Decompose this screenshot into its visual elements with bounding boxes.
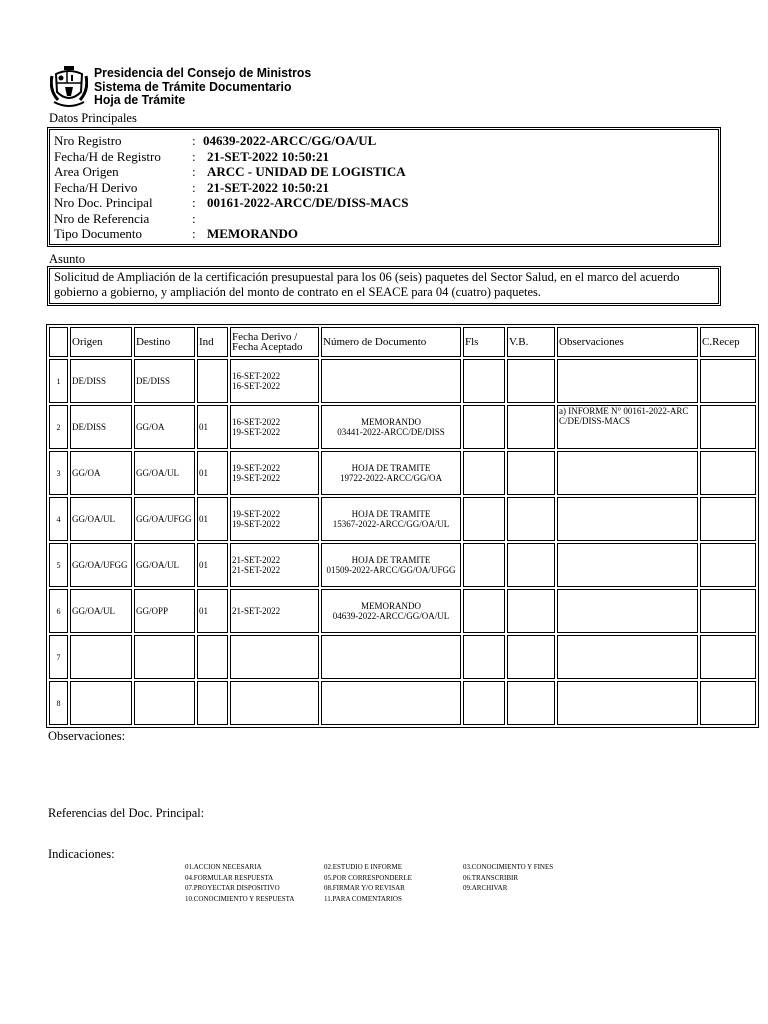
- cell-origen: [70, 405, 132, 449]
- header-crecep: C.Recep: [700, 327, 756, 357]
- cell-vb: [507, 681, 555, 725]
- table-row: [49, 359, 756, 403]
- cell-vb: [507, 543, 555, 587]
- cell-documento: [321, 589, 461, 633]
- indicacion-item: 02.ESTUDIO E INFORME: [324, 863, 402, 871]
- fecha-derivo-value: 16-SET-2022: [232, 371, 281, 381]
- indicacion-item: 01.ACCION NECESARIA: [185, 863, 262, 871]
- cell-destino: [134, 497, 195, 541]
- table-row: [49, 451, 756, 495]
- header-num: [49, 327, 68, 357]
- origen-value: GG/OA/UL: [72, 606, 115, 616]
- org-line-2: Sistema de Trámite Documentario: [94, 79, 292, 94]
- cell-observaciones: [557, 359, 698, 403]
- header-fecha-line1: Fecha Derivo /: [232, 331, 298, 343]
- dp-value: ARCC - UNIDAD DE LOGISTICA: [207, 164, 406, 179]
- header-origen: Origen: [70, 327, 132, 357]
- cell-fecha: [230, 405, 319, 449]
- destino-value: GG/OPP: [136, 606, 169, 616]
- header-destino: Destino: [134, 327, 195, 357]
- cell-fls: [463, 451, 505, 495]
- doc-type-value: MEMORANDO: [360, 601, 421, 611]
- doc-type-value: MEMORANDO: [360, 417, 421, 427]
- indicacion-item: 03.CONOCIMIENTO Y FINES: [463, 863, 554, 871]
- fecha-derivo-value: 16-SET-2022: [232, 417, 281, 427]
- cell-destino: [134, 589, 195, 633]
- dp-label: Nro Doc. Principal: [54, 195, 153, 210]
- cell-vb: [507, 589, 555, 633]
- dp-label: Tipo Documento: [54, 226, 142, 241]
- cell-num: [49, 405, 68, 449]
- cell-fls: [463, 359, 505, 403]
- fecha-aceptado-value: 16-SET-2022: [232, 381, 281, 391]
- dp-colon: :: [192, 210, 196, 226]
- cell-documento: [321, 497, 461, 541]
- peru-coat-of-arms-icon: [50, 66, 88, 108]
- cell-num: [49, 359, 68, 403]
- row-number: 7: [56, 652, 61, 662]
- cell-origen: [70, 635, 132, 679]
- cell-crecep: [700, 589, 756, 633]
- cell-ind: [197, 359, 228, 403]
- origen-value: GG/OA/UL: [72, 514, 115, 524]
- row-number: 6: [56, 606, 61, 616]
- doc-number-value: 04639-2022-ARCC/GG/OA/UL: [332, 611, 450, 621]
- asunto-box: [47, 266, 721, 306]
- cell-destino: [134, 451, 195, 495]
- cell-observaciones: [557, 589, 698, 633]
- indicaciones-label: Indicaciones:: [48, 847, 115, 861]
- ind-value: 01: [199, 560, 208, 570]
- cell-vb: [507, 451, 555, 495]
- indicacion-item: 04.FORMULAR RESPUESTA: [185, 873, 274, 882]
- cell-origen: [70, 543, 132, 587]
- fecha-derivo-value: 19-SET-2022: [232, 463, 281, 473]
- cell-ind: [197, 635, 228, 679]
- table-row: [49, 635, 756, 679]
- asunto-title: Asunto: [49, 252, 86, 266]
- cell-fecha: [230, 543, 319, 587]
- dp-value: 21-SET-2022 10:50:21: [207, 179, 329, 195]
- fecha-derivo-value: 19-SET-2022: [232, 509, 281, 519]
- cell-destino: [134, 543, 195, 587]
- dp-value: 04639-2022-ARCC/GG/OA/UL: [203, 133, 377, 148]
- cell-observaciones: [557, 497, 698, 541]
- cell-vb: [507, 359, 555, 403]
- cell-crecep: [700, 359, 756, 403]
- header-fls: Fls: [463, 327, 505, 357]
- observaciones-label: Observaciones:: [48, 729, 126, 743]
- observacion-value: a) INFORME N° 00161-2022-ARCC/DE/DISS-MACS: [559, 406, 689, 426]
- origen-value: GG/OA: [72, 468, 101, 478]
- cell-fls: [463, 589, 505, 633]
- cell-destino: [134, 681, 195, 725]
- cell-ind: [197, 589, 228, 633]
- cell-crecep: [700, 497, 756, 541]
- origen-value: DE/DISS: [72, 422, 107, 432]
- cell-documento: [321, 405, 461, 449]
- cell-fecha: [230, 359, 319, 403]
- cell-destino: [134, 635, 195, 679]
- cell-ind: [197, 681, 228, 725]
- destino-value: GG/OA: [136, 422, 165, 432]
- cell-num: [49, 589, 68, 633]
- org-line-3: Hoja de Trámite: [94, 93, 186, 107]
- dp-value: 00161-2022-ARCC/DE/DISS-MACS: [207, 195, 409, 210]
- row-number: 4: [56, 514, 61, 524]
- cell-crecep: [700, 543, 756, 587]
- doc-number-value: 19722-2022-ARCC/GG/OA: [339, 473, 442, 483]
- cell-fls: [463, 635, 505, 679]
- indicacion-item: 07.PROYECTAR DISPOSITIVO: [185, 884, 280, 893]
- referencias-label: Referencias del Doc. Principal:: [48, 806, 205, 820]
- cell-vb: [507, 405, 555, 449]
- datos-principales-box: [47, 127, 721, 247]
- row-number: 3: [56, 468, 61, 478]
- fecha-aceptado-value: 21-SET-2022: [232, 565, 281, 575]
- cell-origen: [70, 589, 132, 633]
- doc-number-value: 03441-2022-ARCC/DE/DISS: [337, 427, 445, 437]
- header-ind: Ind: [197, 327, 228, 357]
- doc-number-value: 01509-2022-ARCC/GG/OA/UFGG: [326, 565, 456, 575]
- cell-fls: [463, 405, 505, 449]
- header-fecha-line2: Fecha Aceptado: [232, 341, 303, 353]
- row-number: 5: [56, 560, 61, 570]
- cell-observaciones: [557, 681, 698, 725]
- indicacion-item: 11.PARA COMENTARIOS: [324, 895, 402, 904]
- cell-observaciones: [557, 543, 698, 587]
- cell-origen: [70, 359, 132, 403]
- cell-origen: [70, 451, 132, 495]
- cell-num: [49, 497, 68, 541]
- datos-principales-title: Datos Principales: [49, 111, 137, 125]
- fecha-derivo-value: 21-SET-2022: [232, 555, 281, 565]
- table-body: [49, 359, 756, 725]
- asunto-text: Solicitud de Ampliación de la certificación presupuestal para los 06 (seis) paquetes del Sector Salud, en el marco del acuerdo gobierno a gobierno, y ampliación del monto de contrato en el SEACE para 04 (cuatro) paquetes.: [54, 270, 680, 299]
- dp-colon: :: [192, 164, 196, 179]
- doc-type-value: HOJA DE TRAMITE: [351, 463, 431, 473]
- header-observaciones: Observaciones: [557, 327, 698, 357]
- header-fecha: [230, 327, 319, 357]
- dp-label: Nro de Referencia: [54, 210, 150, 226]
- destino-value: GG/OA/UFGG: [136, 514, 192, 524]
- doc-type-value: HOJA DE TRAMITE: [351, 555, 431, 565]
- ind-value: 01: [199, 468, 208, 478]
- dp-colon: :: [192, 226, 196, 241]
- cell-documento: [321, 359, 461, 403]
- cell-crecep: [700, 405, 756, 449]
- dp-label: Nro Registro: [54, 133, 122, 148]
- doc-number-value: 15367-2022-ARCC/GG/OA/UL: [332, 519, 450, 529]
- cell-destino: [134, 359, 195, 403]
- fecha-aceptado-value: 19-SET-2022: [232, 427, 281, 437]
- indicacion-item: 10.CONOCIMIENTO Y RESPUESTA: [185, 895, 295, 904]
- dp-colon: :: [192, 195, 196, 210]
- table-header-row: [49, 327, 756, 357]
- cell-fecha: [230, 451, 319, 495]
- cell-observaciones: [557, 451, 698, 495]
- cell-vb: [507, 497, 555, 541]
- destino-value: GG/OA/UL: [136, 560, 179, 570]
- fecha-derivo-value: 21-SET-2022: [232, 606, 281, 616]
- cell-crecep: [700, 451, 756, 495]
- cell-fecha: [230, 497, 319, 541]
- dp-label: Fecha/H de Registro: [54, 148, 161, 164]
- cell-destino: [134, 405, 195, 449]
- tramite-table: [46, 324, 759, 728]
- dp-colon: :: [192, 133, 196, 148]
- table-row: [49, 681, 756, 725]
- indicaciones-col-3: [463, 862, 553, 894]
- table-row: [49, 543, 756, 587]
- cell-ind: [197, 543, 228, 587]
- table-row: [49, 497, 756, 541]
- fecha-aceptado-value: 19-SET-2022: [232, 519, 281, 529]
- cell-ind: [197, 405, 228, 449]
- destino-value: GG/OA/UL: [136, 468, 179, 478]
- cell-vb: [507, 635, 555, 679]
- ind-value: 01: [199, 606, 208, 616]
- cell-fecha: [230, 635, 319, 679]
- row-number: 1: [56, 376, 61, 386]
- cell-documento: [321, 451, 461, 495]
- indicacion-item: 05.POR CORRESPONDERLE: [324, 873, 412, 882]
- fecha-aceptado-value: 19-SET-2022: [232, 473, 281, 483]
- dp-colon: :: [192, 179, 196, 195]
- header-vb: V.B.: [507, 327, 555, 357]
- dp-label: Area Origen: [54, 164, 119, 179]
- cell-origen: [70, 681, 132, 725]
- cell-fls: [463, 543, 505, 587]
- row-number: 2: [56, 422, 61, 432]
- cell-origen: [70, 497, 132, 541]
- indicacion-item: 09.ARCHIVAR: [463, 884, 508, 893]
- origen-value: DE/DISS: [72, 376, 107, 386]
- cell-num: [49, 681, 68, 725]
- cell-observaciones: [557, 635, 698, 679]
- indicacion-item: 06.TRANSCRIBIR: [463, 873, 519, 882]
- doc-type-value: HOJA DE TRAMITE: [351, 509, 431, 519]
- table-row: [49, 405, 756, 449]
- cell-num: [49, 635, 68, 679]
- cell-documento: [321, 635, 461, 679]
- cell-ind: [197, 497, 228, 541]
- cell-fecha: [230, 681, 319, 725]
- cell-documento: [321, 543, 461, 587]
- table-row: [49, 589, 756, 633]
- cell-documento: [321, 681, 461, 725]
- organization-title: [94, 67, 311, 108]
- cell-ind: [197, 451, 228, 495]
- dp-label: Fecha/H Derivo: [54, 179, 138, 195]
- cell-fls: [463, 681, 505, 725]
- row-number: 8: [56, 698, 61, 708]
- indicaciones-col-2: [324, 862, 412, 905]
- cell-crecep: [700, 635, 756, 679]
- cell-fls: [463, 497, 505, 541]
- org-line-1: Presidencia del Consejo de Ministros: [94, 66, 312, 80]
- cell-crecep: [700, 681, 756, 725]
- dp-colon: :: [192, 148, 196, 164]
- destino-value: DE/DISS: [136, 376, 171, 386]
- header-numero-documento: Número de Documento: [321, 327, 461, 357]
- indicacion-item: 08.FIRMAR Y/O REVISAR: [324, 884, 405, 893]
- dp-value: 21-SET-2022 10:50:21: [207, 148, 329, 164]
- indicaciones-col-1: [185, 862, 294, 905]
- cell-observaciones: [557, 405, 698, 449]
- dp-value: MEMORANDO: [207, 226, 298, 241]
- ind-value: 01: [199, 422, 208, 432]
- origen-value: GG/OA/UFGG: [72, 560, 128, 570]
- cell-num: [49, 451, 68, 495]
- cell-fecha: [230, 589, 319, 633]
- ind-value: 01: [199, 514, 208, 524]
- cell-num: [49, 543, 68, 587]
